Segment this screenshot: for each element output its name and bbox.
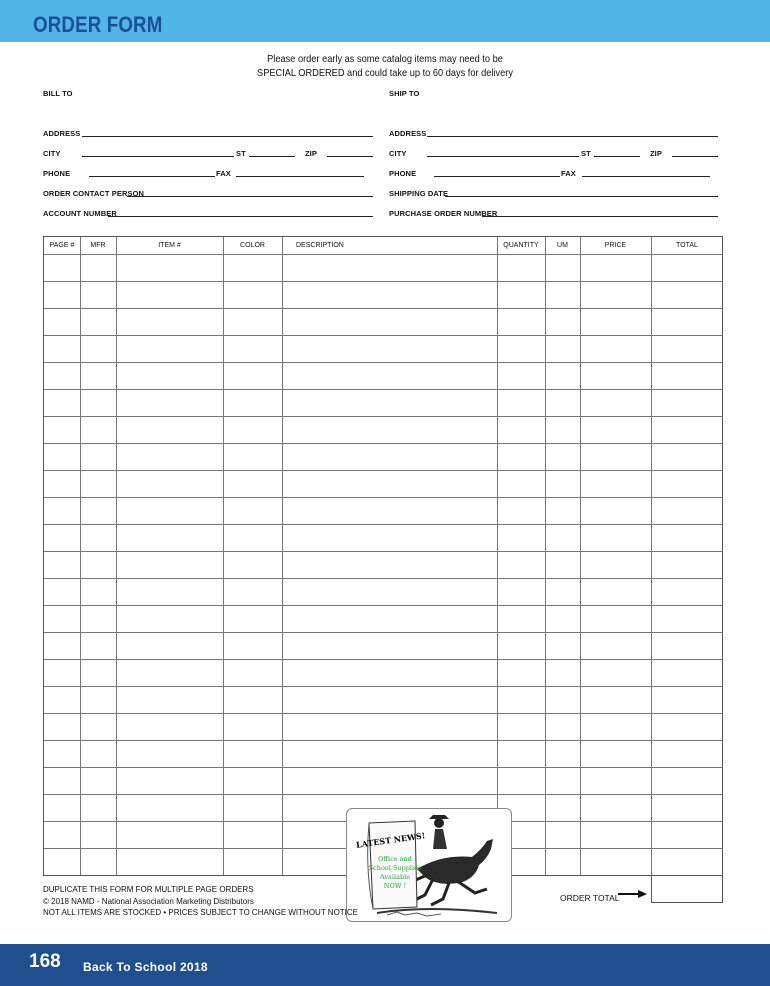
table-row[interactable] xyxy=(44,767,722,768)
notice-line-2: SPECIAL ORDERED and could take up to 60 days for delivery xyxy=(257,67,513,79)
notice-line-1: Please order early as some catalog items may need to be xyxy=(267,53,503,65)
horse-rider-icon xyxy=(347,809,512,922)
bill-account-line[interactable] xyxy=(108,216,373,217)
banner-text-1: Office and xyxy=(378,855,412,863)
banner-text-2: School Supplies xyxy=(368,864,422,872)
ship-city-line[interactable] xyxy=(427,156,579,157)
table-row[interactable] xyxy=(44,578,722,579)
table-row[interactable] xyxy=(44,740,722,741)
banner-text-4: NOW ! xyxy=(383,882,407,890)
ship-date-label: SHIPPING DATE xyxy=(389,189,449,198)
table-row[interactable] xyxy=(44,281,722,282)
col-item: ITEM # xyxy=(158,242,181,249)
ship-address-label: ADDRESS xyxy=(389,129,427,138)
col-page: PAGE # xyxy=(49,242,75,249)
ship-po-label: PURCHASE ORDER NUMBER xyxy=(389,209,498,218)
col-quantity: QUANTITY xyxy=(503,242,539,249)
bill-phone-label: PHONE xyxy=(43,169,71,178)
col-divider xyxy=(545,237,546,875)
table-row[interactable] xyxy=(44,362,722,363)
footer-note-1: DUPLICATE THIS FORM FOR MULTIPLE PAGE ORDERS xyxy=(43,885,254,894)
bill-city-line[interactable] xyxy=(82,156,234,157)
table-row[interactable] xyxy=(44,713,722,714)
col-divider xyxy=(282,237,283,875)
bill-city-label: CITY xyxy=(43,149,61,158)
table-row[interactable] xyxy=(44,659,722,660)
table-row[interactable] xyxy=(44,794,722,795)
ship-fax-line[interactable] xyxy=(582,176,710,177)
bill-zip-label: ZIP xyxy=(305,149,317,158)
page-title: ORDER FORM xyxy=(33,12,163,37)
table-row[interactable] xyxy=(44,470,722,471)
footer-title: Back To School 2018 xyxy=(83,960,208,974)
col-price: PRICE xyxy=(604,242,627,249)
bill-contact-line[interactable] xyxy=(127,196,373,197)
bill-zip-line[interactable] xyxy=(327,156,373,157)
table-row[interactable] xyxy=(44,497,722,498)
notice xyxy=(0,52,770,80)
table-row[interactable] xyxy=(44,443,722,444)
table-row[interactable] xyxy=(44,686,722,687)
ship-st-label: ST xyxy=(581,149,591,158)
ship-phone-line[interactable] xyxy=(434,176,560,177)
ship-zip-line[interactable] xyxy=(672,156,718,157)
table-row[interactable] xyxy=(44,335,722,336)
table-row[interactable] xyxy=(44,254,722,255)
col-color: COLOR xyxy=(240,242,265,249)
bill-address-label: ADDRESS xyxy=(43,129,81,138)
col-divider xyxy=(580,237,581,875)
bill-address-line[interactable] xyxy=(82,136,373,137)
ship-po-line[interactable] xyxy=(482,216,718,217)
col-divider xyxy=(651,237,652,875)
table-row[interactable] xyxy=(44,605,722,606)
bill-phone-line[interactable] xyxy=(89,176,215,177)
ship-city-label: CITY xyxy=(389,149,407,158)
bill-fax-label: FAX xyxy=(216,169,231,178)
page-number: 168 xyxy=(29,951,61,972)
col-divider xyxy=(223,237,224,875)
ship-address-line[interactable] xyxy=(427,136,718,137)
ship-phone-label: PHONE xyxy=(389,169,417,178)
order-total-label: ORDER TOTAL xyxy=(560,893,620,903)
ship-to-heading: SHIP TO xyxy=(389,89,420,98)
table-row[interactable] xyxy=(44,416,722,417)
bill-st-line[interactable] xyxy=(249,156,295,157)
ship-fax-label: FAX xyxy=(561,169,576,178)
bill-fax-line[interactable] xyxy=(236,176,364,177)
table-row[interactable] xyxy=(44,389,722,390)
bill-to-heading: BILL TO xyxy=(43,89,73,98)
col-divider xyxy=(116,237,117,875)
footer-note-2: © 2018 NAMD - National Association Marketing Distributors xyxy=(43,896,254,906)
col-divider xyxy=(80,237,81,875)
latest-news-illustration xyxy=(346,808,512,922)
col-total: TOTAL xyxy=(676,242,698,249)
ship-zip-label: ZIP xyxy=(650,149,662,158)
banner-text-3: Available xyxy=(379,873,411,881)
order-table xyxy=(43,236,723,876)
col-mfr: MFR xyxy=(90,242,106,249)
arrow-right-icon xyxy=(618,889,648,899)
bill-contact-label: ORDER CONTACT PERSON xyxy=(43,189,145,198)
footer-notes xyxy=(43,884,358,919)
table-row[interactable] xyxy=(44,632,722,633)
bill-account-label: ACCOUNT NUMBER xyxy=(43,209,117,218)
footer-note-3: NOT ALL ITEMS ARE STOCKED • PRICES SUBJECT TO CHANGE WITHOUT NOTICE xyxy=(43,908,359,917)
table-row[interactable] xyxy=(44,308,722,309)
col-description: DESCRIPTION xyxy=(296,242,344,249)
banner-title: LATEST NEWS! xyxy=(355,830,426,850)
col-um: UM xyxy=(557,242,568,249)
table-row[interactable] xyxy=(44,551,722,552)
ship-date-line[interactable] xyxy=(445,196,718,197)
order-total-box[interactable] xyxy=(651,876,723,903)
table-row[interactable] xyxy=(44,524,722,525)
bill-st-label: ST xyxy=(236,149,246,158)
ship-st-line[interactable] xyxy=(594,156,640,157)
col-divider xyxy=(497,237,498,875)
